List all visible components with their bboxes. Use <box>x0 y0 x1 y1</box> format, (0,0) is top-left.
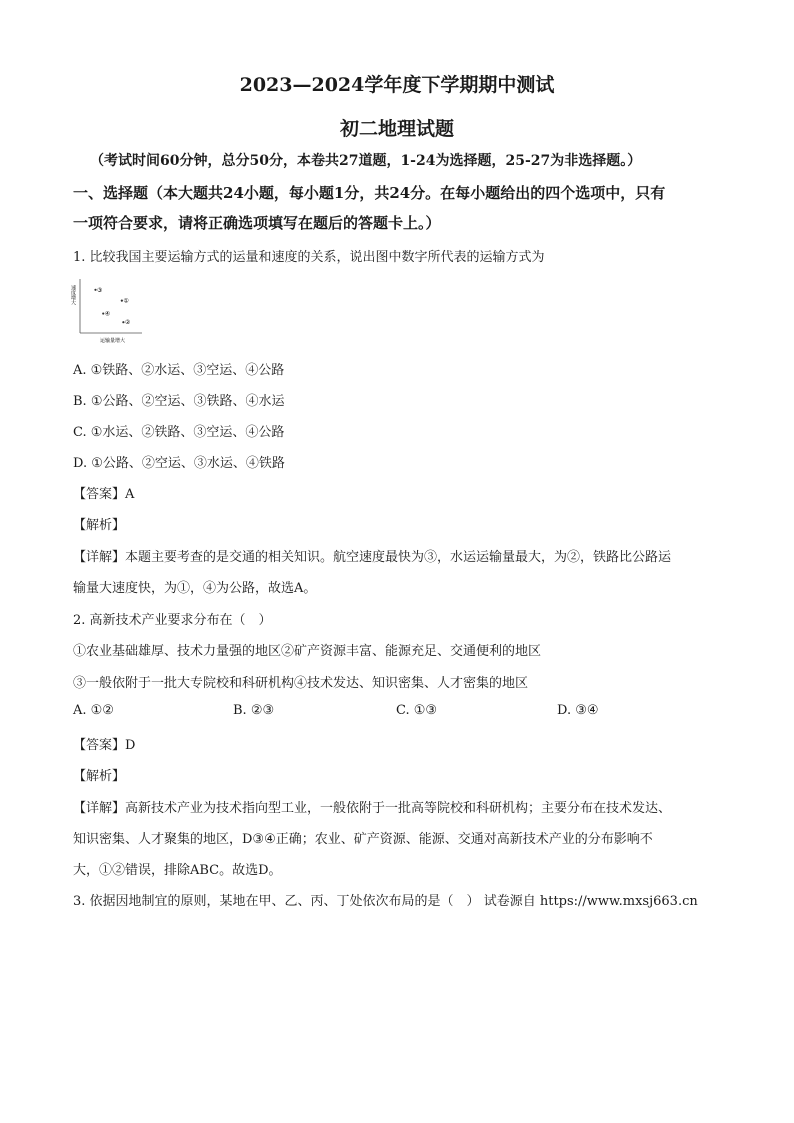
answer-tag: 【答案】 <box>73 487 126 502</box>
detail-text: 本题主要考查的是交通的相关知识。航空速度最快为③，水运运输量最大，为②，铁路比公路运 <box>125 550 672 565</box>
q3-stem-text: 3. 依据因地制宜的原则，某地在甲、乙、丙、丁处依次布局的是（ ） <box>73 894 480 909</box>
q1-option-d: D. ①公路、②空运、③水运、④铁路 <box>73 456 285 471</box>
q2-answer <box>73 734 135 753</box>
section-heading-line1: 一、选择题（本大题共24小题，每小题1分，共24分。在每小题给出的四个选项中，只有 <box>73 184 666 202</box>
q1-option-b: B. ①公路、②空运、③铁路、④水运 <box>73 394 285 409</box>
page-title: 2023—2024学年度下学期期中测试 <box>239 74 555 96</box>
q1-answer <box>73 483 134 502</box>
q1-option-c: C. ①水运、②铁路、③空运、④公路 <box>73 425 285 440</box>
q1-analysis-tag: 【解析】 <box>73 518 126 533</box>
source-link[interactable]: https://www.mxsj663.cn <box>539 894 698 909</box>
answer-value: D <box>125 738 136 753</box>
q1-stem: 1. 比较我国主要运输方式的运量和速度的关系，说出图中数字所代表的运输方式为 <box>73 250 545 265</box>
q1-detail-line1 <box>73 546 671 565</box>
exam-note: （考试时间60分钟，总分50分，本卷共27道题，1-24为选择题，25-27为非选择题。） <box>90 153 642 169</box>
detail-tag: 【详解】 <box>73 801 126 816</box>
detail-tag: 【详解】 <box>73 550 126 565</box>
q2-option-b: B. ②③ <box>233 703 275 718</box>
chart-point-label-4: ② <box>124 319 131 327</box>
chart-point-label-2: ① <box>123 297 129 305</box>
q2-statement-line1: ①农业基础雄厚、技术力量强的地区②矿产资源丰富、能源充足、交通便利的地区 <box>73 644 542 659</box>
q2-option-c: C. ①③ <box>396 703 438 718</box>
section-heading-line2: 一项符合要求，请将正确选项填写在题后的答题卡上。） <box>73 214 441 232</box>
detail-text: 高新技术产业为技术指向型工业，一般依附于一批高等院校和科研机构；主要分布在技术发达、 <box>125 801 672 816</box>
chart-point-label-1: ③ <box>97 286 103 294</box>
chart-point-label-3: ④ <box>104 310 111 318</box>
q1-detail-line2: 输量大速度快，为①，④为公路，故选A。 <box>73 581 317 596</box>
q2-statement-line2: ③一般依附于一批大专院校和科研机构④技术发达、知识密集、人才密集的地区 <box>73 676 529 691</box>
q1-transport-chart <box>70 275 145 350</box>
source-label: 试卷源自 <box>483 894 536 909</box>
q1-option-a: A. ①铁路、②水运、③空运、④公路 <box>73 363 285 378</box>
q2-detail-line1 <box>73 797 671 816</box>
q2-stem: 2. 高新技术产业要求分布在（ ） <box>73 613 272 628</box>
answer-value: A <box>125 487 135 502</box>
page-subtitle: 初二地理试题 <box>339 118 454 140</box>
answer-tag: 【答案】 <box>73 738 126 753</box>
q2-option-d: D. ③④ <box>557 703 599 718</box>
q2-analysis-tag: 【解析】 <box>73 769 126 784</box>
q2-detail-line2: 知识密集、人才聚集的地区，D③④正确；农业、矿产资源、能源、交通对高新技术产业的分布影响不 <box>73 832 653 847</box>
q2-option-a: A. ①② <box>73 703 114 718</box>
q3-stem <box>73 890 698 909</box>
chart-y-label: 速度增大 <box>70 285 76 305</box>
chart-x-label: 运输量增大 <box>100 338 126 344</box>
q2-detail-line3: 大，①②错误，排除ABC。故选D。 <box>73 863 282 878</box>
